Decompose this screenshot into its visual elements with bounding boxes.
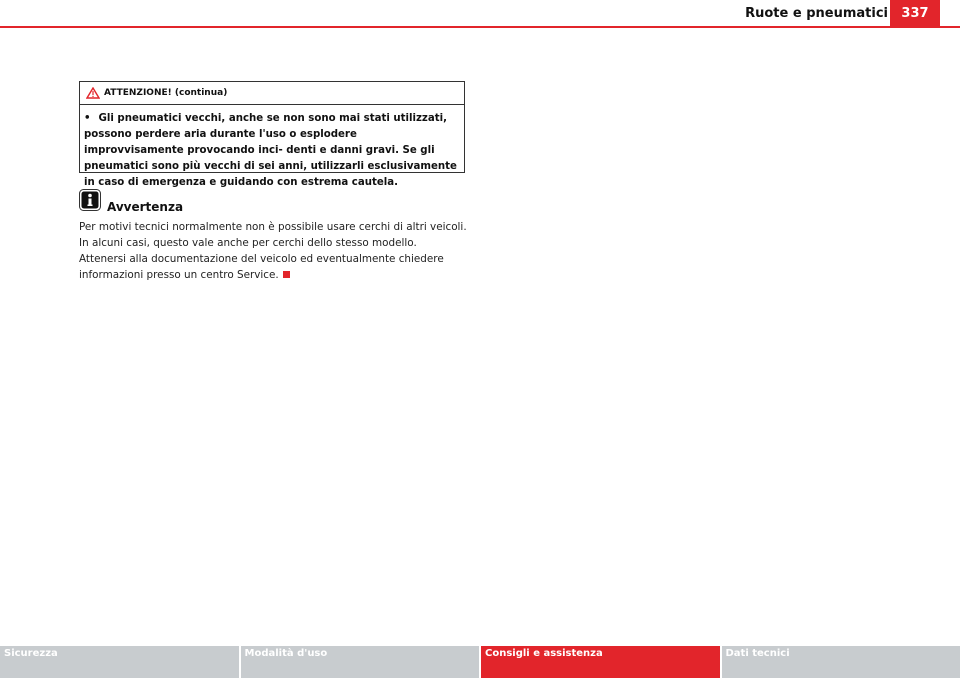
footer-tab-consigli-e-assistenza[interactable]: Consigli e assistenza: [481, 646, 722, 678]
note-title: Avvertenza: [107, 200, 184, 214]
footer-tab-sicurezza[interactable]: Sicurezza: [0, 646, 241, 678]
info-note-icon: [79, 189, 101, 211]
warning-text: Gli pneumatici vecchi, anche se non sono mai stati utilizzati, possono perdere aria durante l'uso o esplodere improvvisamente provocando inci- denti e danni gravi. Se gli pneumatici sono più vecchi di sei anni, utilizzarli esclusivamente in caso di emergenza e guidando con estrema cautela.: [84, 113, 457, 188]
page-number: 337: [890, 0, 940, 27]
footer-tab-dati-tecnici[interactable]: Dati tecnici: [722, 646, 960, 678]
footer-tab-modalita-duso[interactable]: Modalità d'uso: [241, 646, 482, 678]
note-body: [79, 219, 467, 283]
end-of-section-icon: [283, 271, 290, 278]
warning-body: [80, 105, 464, 191]
footer-nav: [0, 646, 960, 678]
warning-heading: ATTENZIONE! (continua): [104, 88, 228, 98]
warning-heading-bar: [80, 82, 464, 105]
warning-box: [79, 81, 465, 188]
note-text: Per motivi tecnici normalmente non è possibile usare cerchi di altri veicoli. In alcuni casi, questo vale anche per cerchi dello stesso modello. Attenersi alla documentazione del veicolo ed eventualmente chiedere informazioni presso un centro Service.: [79, 221, 467, 281]
warning-bullet: •: [84, 113, 91, 124]
header-rule: [0, 26, 960, 28]
warning-triangle-icon: [86, 87, 100, 99]
chapter-title: Ruote e pneumatici: [745, 6, 888, 21]
